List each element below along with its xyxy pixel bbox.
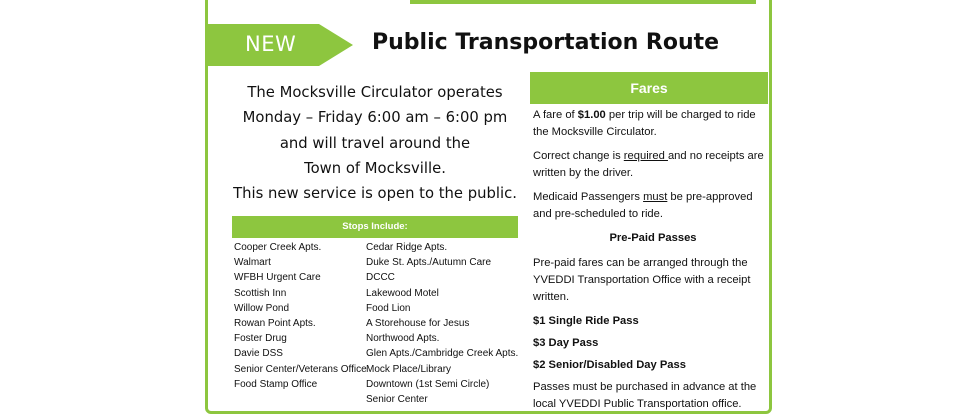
stop-item: Food Stamp Office [234, 378, 318, 390]
prepaid-paragraph: Pre-paid fares can be arranged through the YVEDDI Transportation Office with a receipt written. [533, 257, 751, 303]
pass-item: $3 Day Pass [533, 337, 599, 349]
intro-line: Town of Mocksville. [304, 159, 446, 177]
stop-item: Duke St. Apts./Autumn Care [366, 257, 492, 269]
required-emphasis: required [623, 150, 668, 162]
change-text: and no receipts are written by the driver. [533, 150, 764, 179]
stop-item: WFBH Urgent Care [234, 272, 321, 284]
stop-item: Food Lion [366, 302, 411, 314]
must-emphasis: must [643, 191, 668, 203]
stop-item: Cedar Ridge Apts. [366, 242, 448, 253]
stops-heading: Stops Include: [232, 216, 518, 238]
stop-item: Glen Apts./Cambridge Creek Apts. [366, 348, 519, 360]
stops-column-1 [234, 240, 367, 392]
stop-item: Senior Center/Veterans Office [234, 363, 367, 375]
intro-text [232, 80, 518, 206]
badge-label: NEW [245, 32, 297, 56]
change-text: Correct change is [533, 150, 624, 162]
stop-item: Northwood Apts. [366, 333, 440, 345]
new-badge [207, 24, 353, 66]
fares-heading: Fares [530, 72, 768, 104]
change-paragraph [533, 148, 773, 182]
stop-item: Senior Center [366, 393, 428, 405]
intro-line: This new service is open to the public. [233, 185, 517, 203]
fares-section [533, 107, 773, 420]
stop-item: Cooper Creek Apts. [234, 242, 322, 253]
intro-line: The Mocksville Circulator operates [247, 84, 503, 101]
fare-text: A fare of [533, 109, 578, 121]
medicaid-paragraph [533, 189, 773, 223]
stop-item: Downtown (1st Semi Circle) [366, 378, 490, 390]
stop-item: Willow Pond [234, 302, 290, 314]
intro-line: Monday – Friday 6:00 am – 6:00 pm [242, 109, 508, 127]
top-accent-bar [410, 0, 756, 4]
stop-item: DCCC [366, 272, 395, 284]
prepaid-heading: Pre-Paid Passes [609, 232, 697, 244]
purchase-paragraph: Passes must be purchased in advance at the local YVEDDI Public Transportation office. [533, 381, 757, 410]
stop-item: Mock Place/Library [366, 363, 452, 375]
medicaid-text: be pre-approved and pre-scheduled to ride. [533, 191, 753, 220]
medicaid-text: Medicaid Passengers [533, 191, 644, 203]
stop-item: Walmart [234, 257, 271, 269]
stop-item: A Storehouse for Jesus [366, 317, 470, 329]
page-title: Public Transportation Route [372, 30, 720, 55]
stop-item: Rowan Point Apts. [234, 317, 316, 329]
stops-column-2 [366, 240, 518, 407]
pass-item: $2 Senior/Disabled Day Pass [533, 359, 686, 371]
fare-amount: $1.00 [577, 109, 606, 121]
stop-item: Foster Drug [234, 333, 287, 345]
stop-item: Lakewood Motel [366, 287, 439, 299]
pass-item: $1 Single Ride Pass [533, 315, 639, 327]
fare-text: per trip will be charged to ride the Mocksville Circulator. [533, 109, 756, 138]
stop-item: Scottish Inn [234, 287, 287, 299]
fare-paragraph [533, 107, 773, 141]
intro-line: and will travel around the [279, 134, 471, 152]
stop-item: Davie DSS [234, 348, 283, 360]
